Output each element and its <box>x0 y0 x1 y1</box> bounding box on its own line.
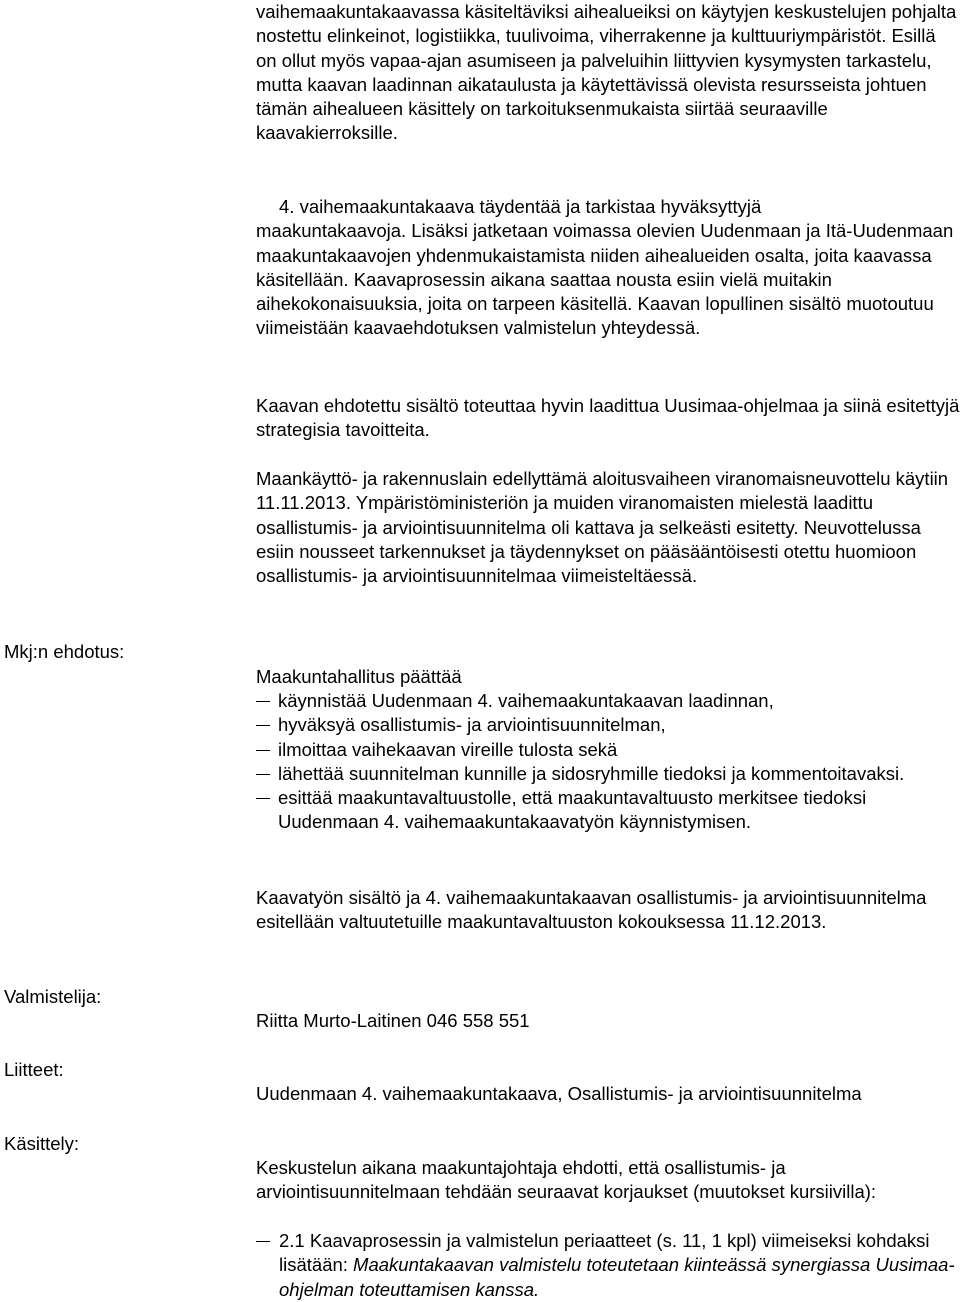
intro-paragraph: vaihemaakuntakaavassa käsiteltäviksi aihealueiksi on käytyjen keskustelujen pohjalta nostettu elinkeinot, logistiikka, tuulivoima, viherrakenne ja kulttuuriympäristöt. Esillä on ollut myös vapaa-ajan asumiseen ja palveluihin liittyvien kysymysten tarkastelu, mutta kaavan laadinnan aikataulusta ja käytettävissä olevista resursseista johtuen tämän aihealueen käsittely on tarkoituksenmukaista siirtää seuraaville kaavakierroksille. <box>256 1 957 144</box>
item-4-text: maakuntakaavoja. Lisäksi jatketaan voimassa olevien Uudenmaan ja Itä-Uudenmaan maakuntakaavojen yhdenmukaistamista niiden aihealueiden osalta, joita kaavassa käsitellään. Kaavaprosessin aikana saattaa nousta esiin vielä muitakin aihekokonaisuuksia, joita on tarpeen käsitellä. Kaavan lopullinen sisältö muotoutuu viimeistään kaavaehdotuksen valmistelun yhteydessä. <box>256 220 954 339</box>
item-4-number: 4. <box>279 196 295 217</box>
uusimaa-program-paragraph: Kaavan ehdotettu sisältö toteuttaa hyvin laadittua Uusimaa-ohjelmaa ja siinä esitettyjä strategisia tavoitteita. <box>256 395 960 441</box>
item-4-first-line: 4. vaihemaakuntakaava täydentää ja tarkistaa hyväksyttyjä <box>256 196 761 217</box>
proposal-note: Kaavatyön sisältö ja 4. vaihemaakuntakaavan osallistumis- ja arviointisuunnitelma esitellään valtuutetuille maakuntavaltuuston kokouksessa 11.12.2013. <box>256 887 927 933</box>
proposal-decision-list <box>256 689 960 835</box>
list-item: käynnistää Uudenmaan 4. vaihemaakuntakaavan laadinnan, <box>256 689 960 713</box>
correction-added-text: Maakuntakaavan valmistelu toteutetaan kiinteässä synergiassa Uusimaa-ohjelman toteuttamisen kanssa. <box>279 1254 955 1300</box>
preparer-value: Riitta Murto-Laitinen 046 558 551 <box>256 1010 530 1031</box>
item-4-paragraph <box>256 195 960 341</box>
list-item: lähettää suunnitelman kunnille ja sidosryhmille tiedoksi ja kommentoitavaksi. <box>256 762 960 786</box>
proposal-heading: Maakuntahallitus päättää <box>256 666 462 687</box>
attachments-label: Liitteet: <box>4 1059 64 1080</box>
list-item <box>256 1229 960 1302</box>
proposal-label: Mkj:n ehdotus: <box>4 641 125 662</box>
list-item: hyväksyä osallistumis- ja arviointisuunnitelman, <box>256 713 960 737</box>
correction-location: 2.1 Kaavaprosessin ja valmistelun periaatteet (s. 11, 1 kpl) viimeiseksi kohdaksi lisätään: <box>279 1230 930 1276</box>
authority-negotiation-paragraph: Maankäyttö- ja rakennuslain edellyttämä aloitusvaiheen viranomaisneuvottelu käytiin 11.11.2013. Ympäristöministeriön ja muiden viranomaisten mielestä laadittu osallistumis- ja arviointisuunnitelma oli kattava ja selkeästi esitetty. Neuvottelussa esiin nousseet tarkennukset ja täydennykset on pääsääntöisesti otettu huomioon osallistumis- ja arviointisuunnitelmaa viimeisteltäessä. <box>256 468 949 587</box>
list-item: esittää maakuntavaltuustolle, että maakuntavaltuusto merkitsee tiedoksi Uudenmaan 4. vaihemaakuntakaavatyön käynnistymisen. <box>256 786 960 835</box>
handling-label: Käsittely: <box>4 1133 80 1154</box>
attachments-value: Uudenmaan 4. vaihemaakuntakaava, Osallistumis- ja arviointisuunnitelma <box>256 1083 862 1104</box>
list-item: ilmoittaa vaihekaavan vireille tulosta sekä <box>256 738 960 762</box>
handling-correction-list <box>256 1229 960 1302</box>
preparer-label: Valmistelija: <box>4 986 102 1007</box>
handling-text: Keskustelun aikana maakuntajohtaja ehdotti, että osallistumis- ja arviointisuunnitelmaan tehdään seuraavat korjaukset (muutokset kursiivilla): <box>256 1157 877 1203</box>
